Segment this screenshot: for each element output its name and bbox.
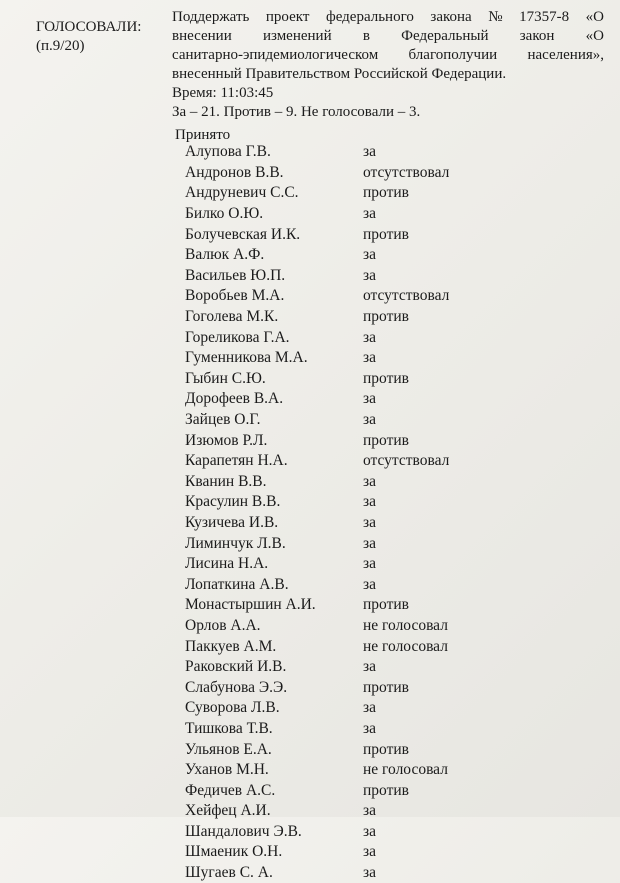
deputy-name: Хейфец А.И. [185, 802, 271, 820]
vote-row [185, 698, 585, 719]
motion-word: проект [265, 9, 310, 25]
deputy-vote: за [363, 513, 377, 531]
deputy-vote: против [363, 184, 409, 202]
vote-tally: За – 21. Против – 9. Не голосовали – 3. [172, 104, 421, 120]
vote-row [185, 842, 585, 863]
deputy-vote: за [363, 390, 377, 408]
deputy-name: Кванин В.В. [185, 472, 267, 490]
deputy-vote: за [363, 472, 377, 490]
deputy-vote: за [363, 699, 377, 717]
vote-row [185, 574, 585, 595]
deputy-name: Тишкова Т.В. [185, 719, 273, 737]
motion-word: изменений [262, 28, 332, 44]
deputy-name: Болучевская И.К. [185, 225, 301, 243]
vote-row [185, 369, 585, 390]
deputy-vote: за [363, 143, 377, 161]
deputy-vote: за [363, 575, 377, 593]
vote-row [185, 163, 585, 184]
deputy-name: Изюмов Р.Л. [185, 431, 268, 449]
vote-row [185, 822, 585, 843]
deputy-vote: против [363, 225, 409, 243]
vote-row [185, 307, 585, 328]
deputy-name: Андронов В.В. [185, 163, 284, 181]
deputy-name: Кузичева И.В. [185, 513, 279, 531]
deputy-vote: за [363, 411, 377, 429]
motion-word: закон [519, 28, 555, 44]
motion-word: № [488, 9, 503, 25]
deputy-vote: за [363, 246, 377, 264]
vote-row [185, 492, 585, 513]
deputy-vote: за [363, 843, 377, 861]
deputy-vote: за [363, 658, 377, 676]
deputy-vote: за [363, 802, 377, 820]
vote-row [185, 142, 585, 163]
deputy-name: Карапетян Н.А. [185, 452, 288, 470]
vote-row [185, 760, 585, 781]
vote-heading [36, 18, 141, 56]
vote-row [185, 286, 585, 307]
vote-row [185, 224, 585, 245]
deputy-vote: против [363, 740, 409, 758]
deputy-vote: за [363, 822, 377, 840]
deputy-vote: отсутствовал [363, 287, 450, 305]
vote-row [185, 389, 585, 410]
deputy-name: Монастыршин А.И. [185, 596, 316, 614]
deputy-name: Шмаеник О.Н. [185, 843, 283, 861]
deputy-vote: за [363, 719, 377, 737]
vote-row [185, 780, 585, 801]
motion-word: внесенный Правительством Российской Федерации. [172, 66, 507, 82]
vote-row [185, 863, 585, 883]
vote-row [185, 183, 585, 204]
vote-row [185, 636, 585, 657]
deputy-vote: за [363, 555, 377, 573]
vote-row [185, 472, 585, 493]
vote-row [185, 554, 585, 575]
deputy-name: Алупова Г.В. [185, 143, 271, 161]
motion-word: благополучии [408, 47, 498, 63]
deputy-name: Шугаев С. А. [185, 864, 273, 882]
deputy-name: Лиминчук Л.В. [185, 534, 286, 552]
deputy-name: Паккуев А.М. [185, 637, 277, 655]
vote-row [185, 327, 585, 348]
motion-line [172, 46, 604, 65]
motion-word: санитарно-эпидемиологическом [172, 47, 379, 63]
vote-row [185, 719, 585, 740]
vote-row [185, 348, 585, 369]
deputy-name: Андруневич С.С. [185, 184, 299, 202]
vote-row [185, 430, 585, 451]
deputy-vote: не голосовал [363, 637, 448, 655]
deputy-name: Слабунова Э.Э. [185, 678, 288, 696]
deputy-name: Валюк А.Ф. [185, 246, 265, 264]
deputy-name: Воробьев М.А. [185, 287, 285, 305]
motion-word: 17357-8 [519, 9, 570, 25]
deputy-name: Гоголева М.К. [185, 308, 279, 326]
deputy-vote: за [363, 205, 377, 223]
deputy-name: Красулин В.В. [185, 493, 281, 511]
deputy-name: Орлов А.А. [185, 616, 261, 634]
motion-word: внесении [172, 28, 232, 44]
motion-word: «О [585, 9, 604, 25]
deputy-name: Суворова Л.В. [185, 699, 280, 717]
deputy-vote: против [363, 781, 409, 799]
deputy-name: Раковский И.В. [185, 658, 287, 676]
deputy-name: Шандалович Э.В. [185, 822, 302, 840]
deputy-name: Гуменникова М.А. [185, 349, 308, 367]
deputy-name: Уханов М.Н. [185, 761, 269, 779]
vote-row [185, 204, 585, 225]
vote-row [185, 739, 585, 760]
deputy-vote: за [363, 864, 377, 882]
deputy-vote: за [363, 349, 377, 367]
vote-time: Время: 11:03:45 [172, 85, 274, 101]
vote-row [185, 266, 585, 287]
deputy-name: Зайцев О.Г. [185, 411, 261, 429]
vote-row [185, 513, 585, 534]
deputy-name: Федичев А.С. [185, 781, 276, 799]
motion-line [172, 65, 604, 84]
deputy-name: Ульянов Е.А. [185, 740, 272, 758]
motion-word: Поддержать [172, 9, 250, 25]
deputy-name: Дорофеев В.А. [185, 390, 284, 408]
vote-list [185, 142, 585, 883]
motion-lines [172, 8, 604, 84]
deputy-name: Васильев Ю.П. [185, 266, 286, 284]
deputy-vote: за [363, 266, 377, 284]
vote-row [185, 410, 585, 431]
deputy-vote: против [363, 369, 409, 387]
deputy-vote: за [363, 493, 377, 511]
deputy-name: Гыбин С.Ю. [185, 369, 266, 387]
voted-label: ГОЛОСОВАЛИ: [36, 19, 142, 35]
vote-row [185, 801, 585, 822]
motion-word: Федеральный [401, 28, 489, 44]
vote-row [185, 245, 585, 266]
motion-text [172, 8, 604, 122]
motion-line [172, 27, 604, 46]
vote-row [185, 616, 585, 637]
deputy-vote: против [363, 596, 409, 614]
deputy-name: Гореликова Г.А. [185, 328, 290, 346]
motion-word: населения», [527, 47, 604, 63]
vote-row [185, 451, 585, 472]
vote-row [185, 657, 585, 678]
deputy-vote: отсутствовал [363, 452, 450, 470]
vote-row [185, 677, 585, 698]
deputy-vote: против [363, 431, 409, 449]
deputy-vote: не голосовал [363, 616, 448, 634]
deputy-vote: против [363, 678, 409, 696]
motion-word: федерального [325, 9, 414, 25]
deputy-vote: за [363, 328, 377, 346]
deputy-vote: не голосовал [363, 761, 448, 779]
motion-word: закона [430, 9, 472, 25]
vote-row [185, 533, 585, 554]
motion-line [172, 8, 604, 27]
motion-word: в [362, 28, 370, 44]
motion-word: «О [585, 28, 604, 44]
deputy-name: Билко О.Ю. [185, 205, 264, 223]
deputy-vote: отсутствовал [363, 163, 450, 181]
agenda-item-number: (п.9/20) [36, 38, 85, 54]
vote-row [185, 595, 585, 616]
deputy-vote: против [363, 308, 409, 326]
deputy-name: Лисина Н.А. [185, 555, 269, 573]
deputy-vote: за [363, 534, 377, 552]
vote-result: Принято [175, 127, 231, 143]
deputy-name: Лопаткина А.В. [185, 575, 289, 593]
